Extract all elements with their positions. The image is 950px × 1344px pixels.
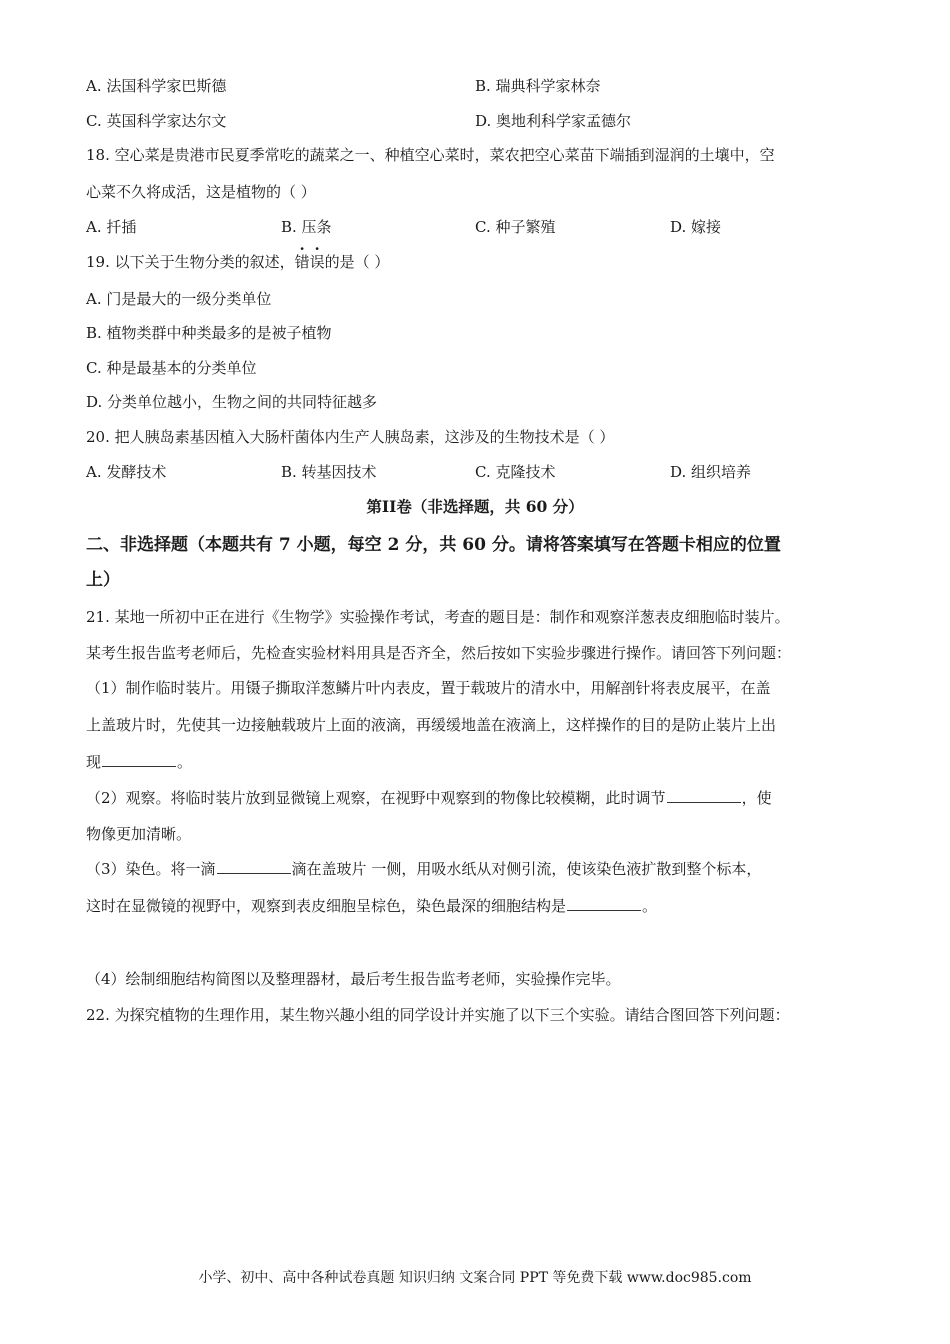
q21-part2-text: （2）观察。将临时装片放到显微镜上观察，在视野中观察到的物像比较模糊，此时调节 (86, 789, 666, 807)
part2-heading-line2: 上） (86, 570, 120, 590)
part2-title: 第II卷（非选择题，共 60 分） (366, 497, 584, 516)
q19-stem (86, 252, 389, 272)
q18-option-c: C. 种子繁殖 (475, 218, 556, 236)
q21-part3-text-2: 这时在显微镜的视野中，观察到表皮细胞呈棕色，染色最深的细胞结构是 (86, 897, 567, 915)
q21-part1-text: 现 (86, 753, 102, 771)
q18-option-d: D. 嫁接 (670, 218, 722, 236)
q21-part2-text-end: ，使 (741, 789, 772, 807)
q19-emphasis-char-2: 误 (309, 253, 325, 271)
q17-option-b: B. 瑞典科学家林奈 (475, 77, 601, 95)
q21-part3-period: 。 (642, 897, 658, 915)
page-footer: 小学、初中、高中各种试卷真题 知识归纳 文案合同 PPT 等免费下载 www.doc985.com (198, 1270, 752, 1286)
q18-option-b: B. 压条 (281, 218, 332, 236)
q19-option-b: B. 植物类群中种类最多的是被子植物 (86, 324, 332, 342)
q21-part1-line3 (86, 752, 192, 772)
q18-stem-line2: 心菜不久将成活，这是植物的（ ） (86, 183, 316, 201)
q17-option-a: A. 法国科学家巴斯德 (86, 77, 227, 95)
q21-part1-line2: 上盖玻片时，先使其一边接触载玻片上面的液滴，再缓缓地盖在液滴上，这样操作的目的是防止装片上出 (86, 716, 777, 734)
q20-stem: 20. 把人胰岛素基因植入大肠杆菌体内生产人胰岛素，这涉及的生物技术是（ ） (86, 428, 615, 446)
q22-stem: 22. 为探究植物的生理作用，某生物兴趣小组的同学设计并实施了以下三个实验。请结合图回答下列问题： (86, 1006, 790, 1024)
q21-stem-line2: 某考生报告监考老师后，先检查实验材料用具是否齐全，然后按如下实验步骤进行操作。请回答下列问题： (86, 644, 792, 662)
q18-option-a: A. 扦插 (86, 218, 137, 236)
q21-part3-text: （3）染色。将一滴 (86, 860, 216, 878)
q21-part1-answer-blank (102, 752, 176, 767)
q19-option-a: A. 门是最大的一级分类单位 (86, 290, 272, 308)
q21-part2-answer-blank (667, 788, 741, 803)
q21-part3-answer-blank-2 (567, 896, 641, 911)
q21-part2-line2: 物像更加清晰。 (86, 825, 192, 843)
q21-part3-line1 (86, 859, 761, 879)
q19-option-d: D. 分类单位越小，生物之间的共同特征越多 (86, 393, 378, 411)
q20-option-a: A. 发酵技术 (86, 463, 167, 481)
q21-part3-line2 (86, 896, 657, 916)
q17-option-d: D. 奥地利科学家孟德尔 (475, 112, 632, 130)
q19-stem-prefix: 19. 以下关于生物分类的叙述， (86, 253, 295, 271)
q20-option-c: C. 克隆技术 (475, 463, 556, 481)
q21-part4: （4）绘制细胞结构简图以及整理器材，最后考生报告监考老师，实验操作完毕。 (86, 970, 621, 988)
q19-option-c: C. 种是最基本的分类单位 (86, 359, 257, 377)
q21-part1-line1: （1）制作临时装片。用镊子撕取洋葱鳞片叶内表皮，置于载玻片的清水中，用解剖针将表皮展平，在盖 (86, 679, 771, 697)
q21-part3-answer-blank-1 (217, 859, 291, 874)
q20-option-d: D. 组织培养 (670, 463, 752, 481)
q21-part3-text-end: 滴在盖玻片 一侧，用吸水纸从对侧引流，使该染色液扩散到整个标本， (291, 860, 762, 878)
q19-stem-suffix: 的是（ ） (324, 253, 390, 271)
q21-part2-line1 (86, 788, 772, 808)
q19-emphasis-char-1: 错 (294, 253, 310, 271)
q21-stem-line1: 21. 某地一所初中正在进行《生物学》实验操作考试，考查的题目是：制作和观察洋葱表皮细胞临时装片。 (86, 608, 790, 626)
part2-heading-line1: 二、非选择题（本题共有 7 小题，每空 2 分，共 60 分。请将答案填写在答题卡相应的位置 (86, 535, 781, 555)
q18-stem-line1: 18. 空心菜是贵港市民夏季常吃的蔬菜之一、种植空心菜时，菜农把空心菜苗下端插到湿润的土壤中，空 (86, 146, 775, 164)
q20-option-b: B. 转基因技术 (281, 463, 377, 481)
q17-option-c: C. 英国科学家达尔文 (86, 112, 227, 130)
q21-part1-period: 。 (177, 753, 193, 771)
